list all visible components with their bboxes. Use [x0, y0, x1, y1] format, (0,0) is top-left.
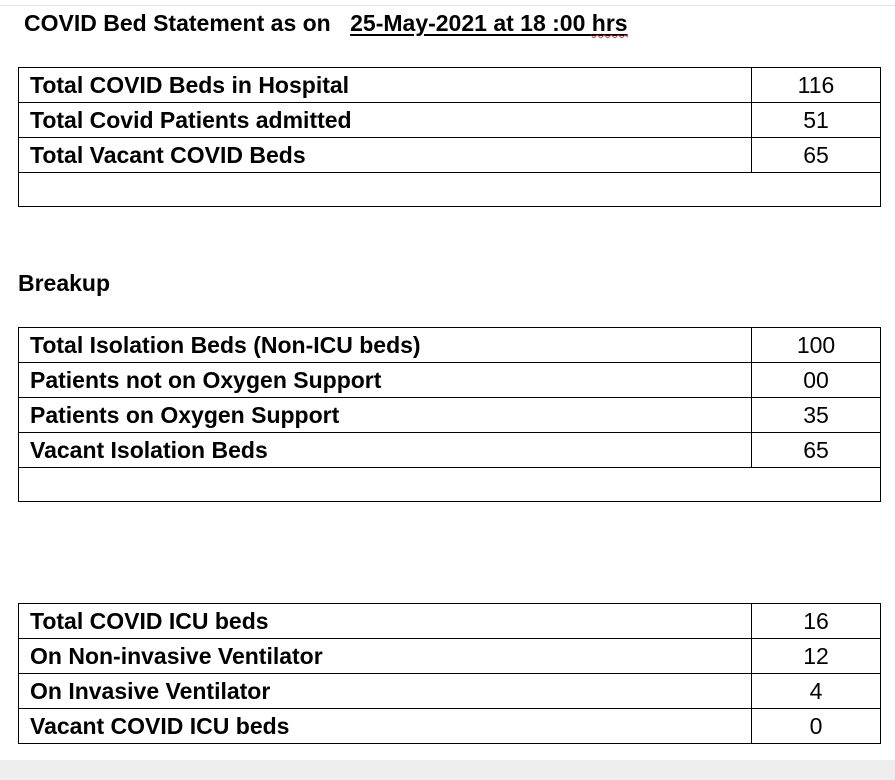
row-value: 116 [752, 68, 881, 103]
page-top-edge [0, 0, 895, 6]
page-bottom-band [0, 760, 895, 780]
icu-table [18, 603, 881, 744]
row-value: 16 [752, 604, 881, 639]
row-label: Total Isolation Beds (Non-ICU beds) [19, 328, 752, 363]
table-row [19, 709, 881, 744]
row-value: 35 [752, 398, 881, 433]
empty-cell [19, 468, 881, 502]
row-label: Total Covid Patients admitted [19, 103, 752, 138]
title-date [337, 10, 627, 36]
breakup-heading: Breakup [18, 270, 111, 296]
row-value: 65 [752, 138, 881, 173]
row-value: 12 [752, 639, 881, 674]
row-label: Patients not on Oxygen Support [19, 363, 752, 398]
row-value: 00 [752, 363, 881, 398]
document-title [24, 10, 628, 37]
title-date-text: 25-May-2021 at 18 :00 [350, 10, 592, 36]
row-value: 0 [752, 709, 881, 744]
table-row [19, 363, 881, 398]
row-label: Total COVID ICU beds [19, 604, 752, 639]
row-label: Total COVID Beds in Hospital [19, 68, 752, 103]
empty-row [19, 468, 881, 502]
empty-cell [19, 173, 881, 207]
row-value: 4 [752, 674, 881, 709]
row-label: Vacant Isolation Beds [19, 433, 752, 468]
row-value: 65 [752, 433, 881, 468]
empty-row [19, 173, 881, 207]
table-row [19, 433, 881, 468]
table-row [19, 674, 881, 709]
table-row [19, 103, 881, 138]
table-row [19, 604, 881, 639]
title-prefix: COVID Bed Statement as on [24, 10, 331, 36]
row-label: Vacant COVID ICU beds [19, 709, 752, 744]
table-row [19, 398, 881, 433]
table-row [19, 138, 881, 173]
row-label: Patients on Oxygen Support [19, 398, 752, 433]
row-label: On Invasive Ventilator [19, 674, 752, 709]
spellcheck-word: hrs [591, 10, 628, 36]
table-row [19, 328, 881, 363]
row-label: Total Vacant COVID Beds [19, 138, 752, 173]
table-row [19, 68, 881, 103]
row-value: 51 [752, 103, 881, 138]
breakup-table [18, 327, 881, 502]
row-value: 100 [752, 328, 881, 363]
summary-table [18, 67, 881, 207]
table-row [19, 639, 881, 674]
row-label: On Non-invasive Ventilator [19, 639, 752, 674]
